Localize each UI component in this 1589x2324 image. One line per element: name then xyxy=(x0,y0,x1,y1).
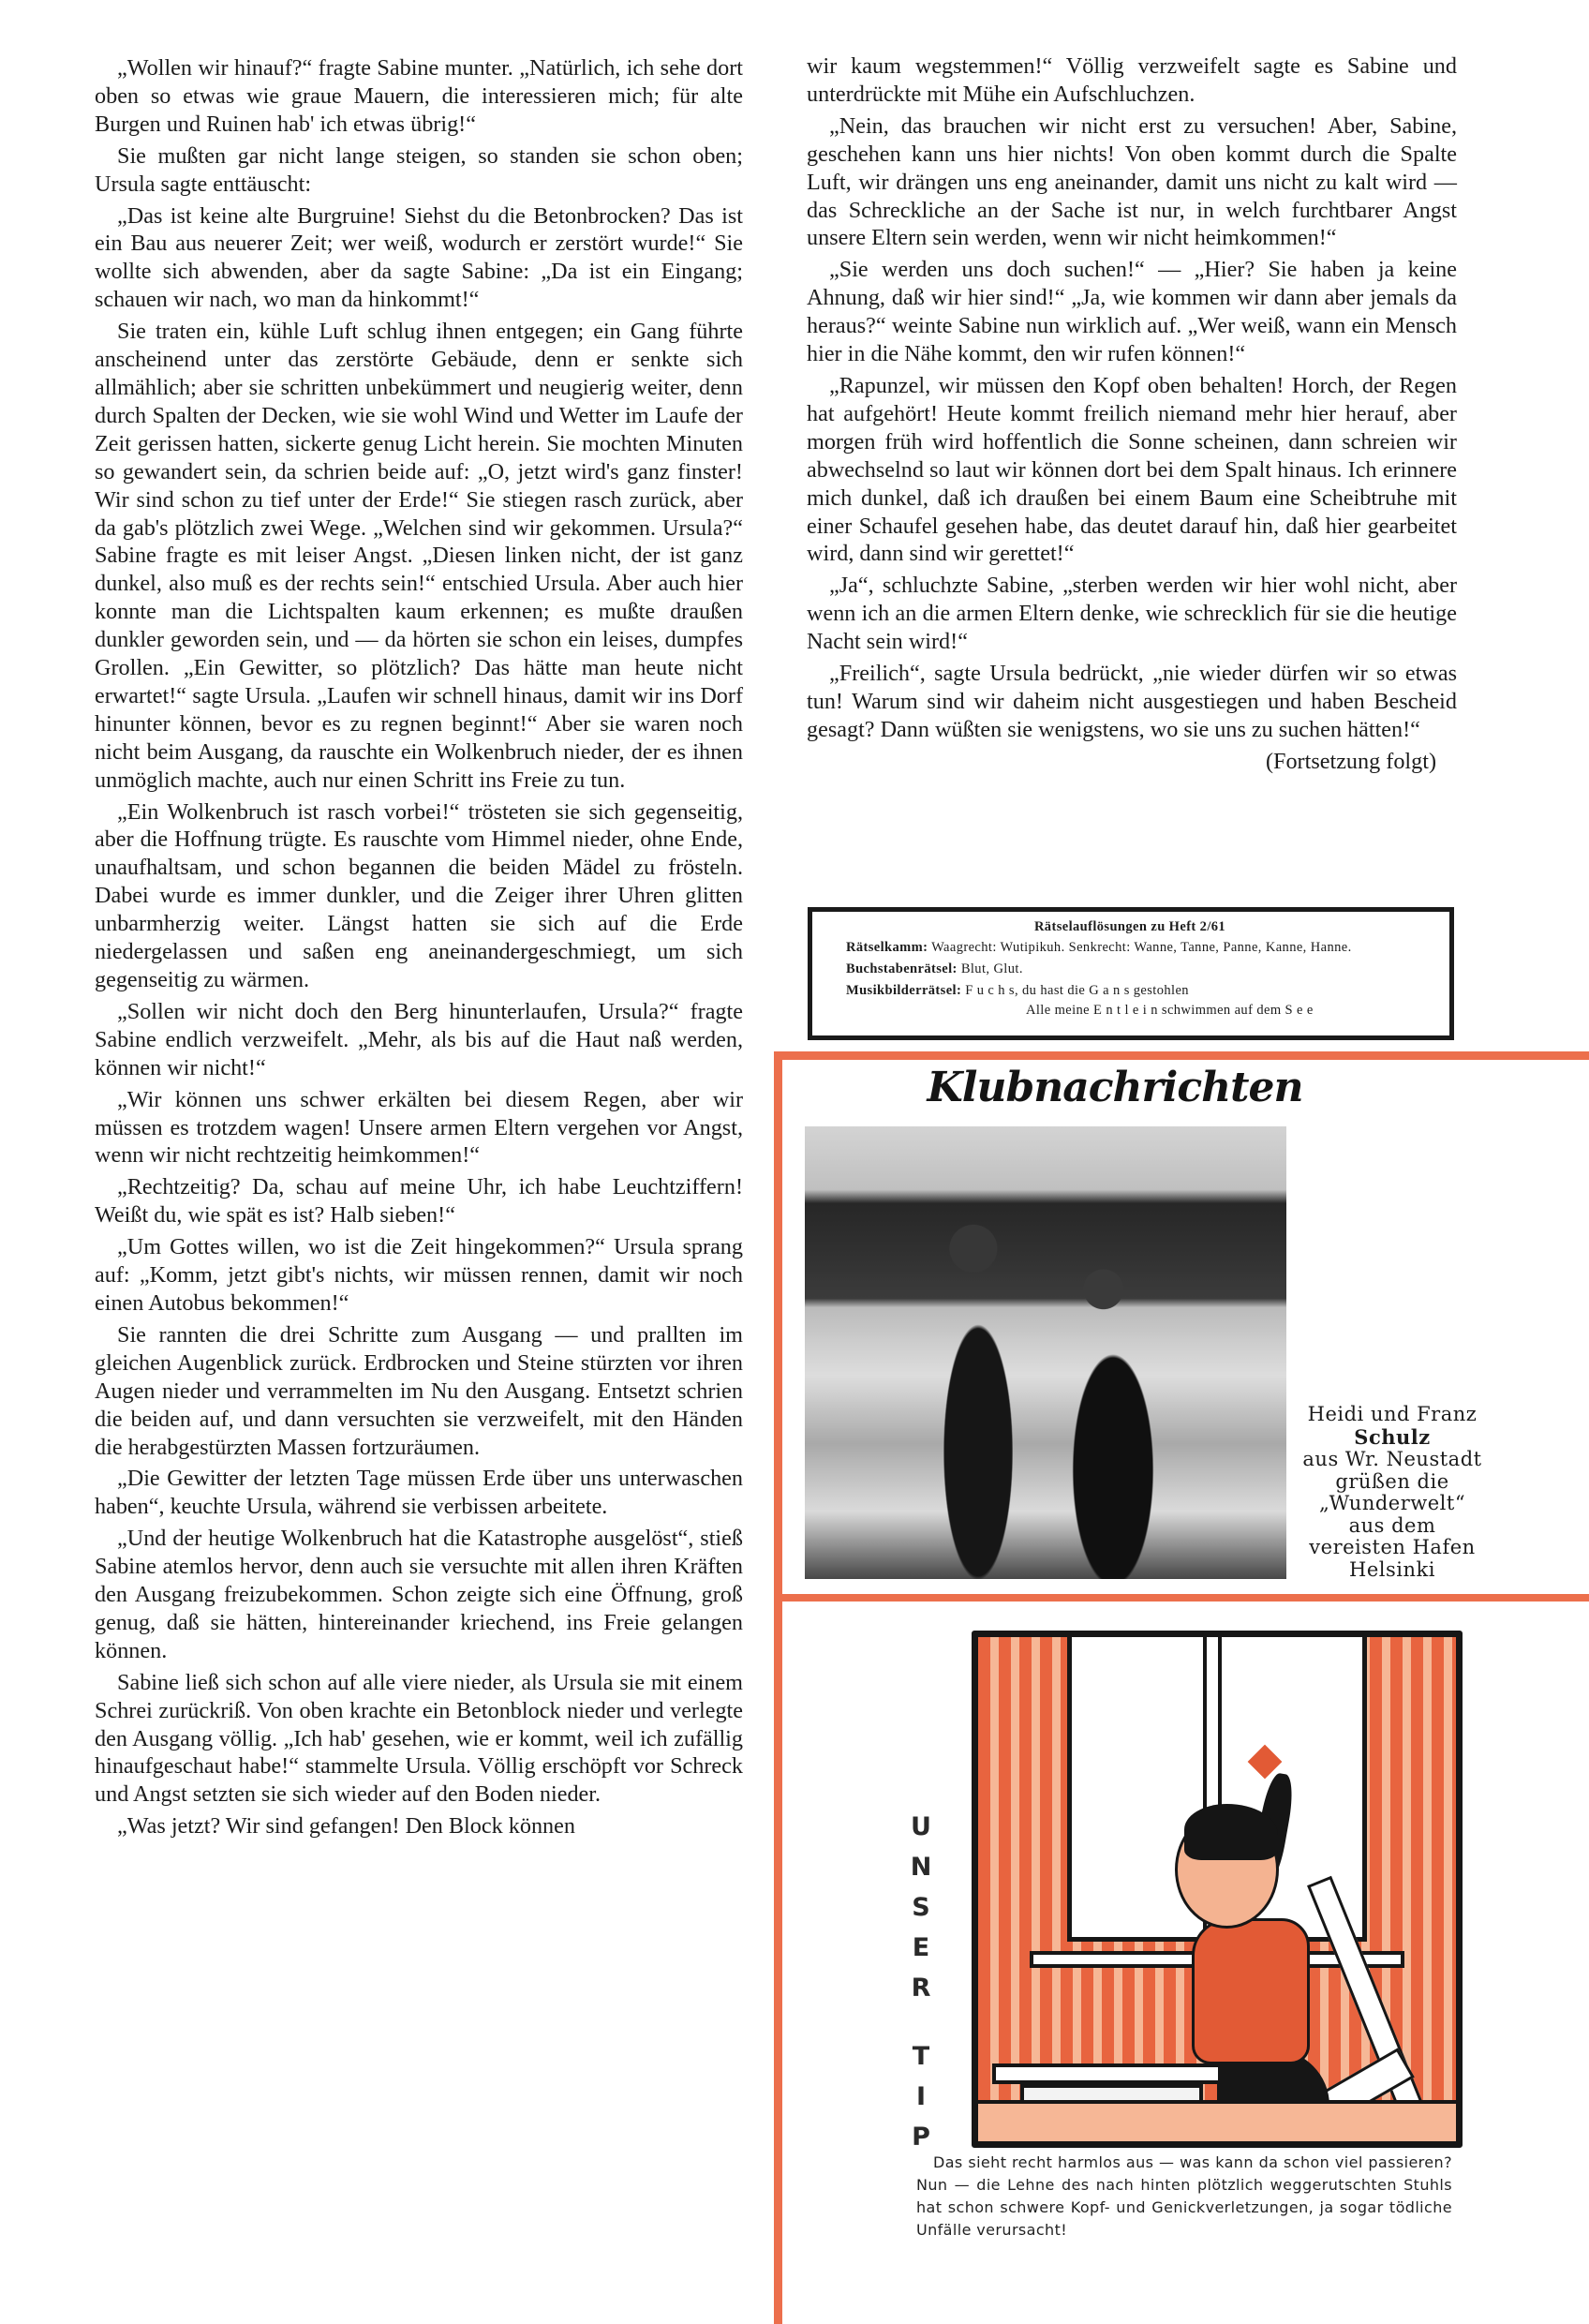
girl-body-drawing xyxy=(1192,1918,1310,2064)
puzzle-solutions-box xyxy=(808,907,1454,1040)
story-paragraph: Sie rannten die drei Schritte zum Ausgang — und prallten im gleichen Augenblick zurück. Erdbrocken und Steine stürzten vor ihren Augen nieder und verrammelten im Nu den Ausgang. Entsetzt schrien die beiden auf, und dann versuchten sie verzweifelt, mit den Händen die herabgestürzten Massen fortzuräumen. xyxy=(95,1321,743,1460)
puzzle-label: Rätselkamm: xyxy=(846,940,928,955)
puzzle-answer-continued: Alle meine E n t l e i n schwimmen auf dem S e e xyxy=(1026,1003,1314,1018)
story-paragraph: „Die Gewitter der letzten Tage müssen Erde über uns unterwaschen haben“, keuchte Ursula, während sie verbissen arbeitete. xyxy=(95,1466,743,1520)
caption-line: vereisten Hafen xyxy=(1309,1536,1476,1558)
puzzle-row xyxy=(833,960,1427,979)
puzzle-row xyxy=(833,981,1427,1001)
caption-line: Helsinki xyxy=(1349,1557,1435,1581)
tip-illustration-girl-at-desk xyxy=(972,1631,1463,2148)
caption-line: grüßen die xyxy=(1335,1469,1449,1493)
puzzle-answer: F u c h s, du hast die G a n s gestohlen xyxy=(965,983,1189,998)
puzzle-answer: Waagrecht: Wutipikuh. Senkrecht: Wanne, Tanne, Panne, Kanne, Hanne. xyxy=(931,940,1352,955)
caption-line: aus Wr. Neustadt xyxy=(1302,1448,1482,1470)
heading-letter: N xyxy=(910,1853,932,1882)
story-paragraph: „Das ist keine alte Burgruine! Siehst du die Betonbrocken? Das ist ein Bau aus neuerer Zeit; wer weiß, wodurch er zerstört wurde!“ Sie wollte sich abwenden, aber da sagte Sabine: „Da ist ein Eingang; schauen wir nach, wo man da hinkommt!“ xyxy=(95,202,743,313)
story-paragraph: Sie traten ein, kühle Luft schlug ihnen entgegen; ein Gang führte anscheinend unter das zerstörte Gebäude, denn er senkte sich allmählich; aber sie schritten unbekümmert und neugierig weiter, denn durch Spalten der Decken, wie sie wohl Wind und Wetter im Laufe der Zeit gerissen hatten, sickerte genug Licht herein. Sie mochten Minuten so gewandert sein, da schrien beide auf: „O, jetzt wird's ganz finster! Wir sind schon zu tief unter der Erde!“ Sie stiegen rasch zurück, aber da gab's plötzlich zwei Wege. „Welchen sind wir gekommen. Ursula?“ Sabine fragte es mit leiser Angst. „Diesen linken nicht, der ist ganz dunkel, also muß es der rechts sein!“ entschied Ursula. Aber auch hier konnte man die Lichtspalten kaum erkennen; es mußte draußen dunkler geworden sein, und — da hörten sie schon ein leises, dumpfes Grollen. „Ein Gewitter, so plötzlich? Das hätte man heute nicht erwartet!“ sagte Ursula. „Laufen wir schnell hinaus, damit wir ins Dorf hinunter können, bevor es zu regnen beginnt!“ Aber sie waren noch nicht beim Ausgang, da rauschte ein Wolkenbruch nieder, der es ihnen unmöglich machte, auch nur einen Schritt ins Freie zu tun. xyxy=(95,319,743,793)
heading-letter: U xyxy=(911,1812,931,1841)
caption-line: aus dem xyxy=(1348,1513,1436,1537)
continued-note: (Fortsetzung folgt) xyxy=(1265,748,1436,774)
story-paragraph: „Ein Wolkenbruch ist rasch vorbei!“ trösteten sie sich gegenseitig, aber die Hoffnung trügte. Es rauschte vom Himmel nieder, ohne Ende, unaufhaltsam, und schon begannen die beiden Mädel zu frösteln. Dabei wurde es immer dunkler, und die Zeiger ihrer Uhren glitten unbarmherzig weiter. Längst hatten sie sich auf die Erde niedergelassen und saßen eng aneinandergeschmiegt, um sich gegenseitig zu wärmen. xyxy=(95,798,743,992)
unser-tip-vertical-heading xyxy=(909,1807,933,2157)
story-paragraph: „Rapunzel, wir müssen den Kopf oben behalten! Horch, der Regen hat aufgehört! Heute kommt freilich niemand mehr hier herauf, aber morgen früh wird hoffentlich die Sonne scheinen, dann schreien wir abwechselnd so laut wir können dort bei dem Spalt hinaus. Ich erinnere mich dunkel, daß ich draußen bei einem Baum eine Scheibtruhe mit einer Schaufel gesehen habe, das deutet darauf hin, daß hier gearbeitet wird, dann sind wir gerettet!“ xyxy=(807,372,1457,567)
story-paragraph: Sabine ließ sich schon auf alle viere nieder, als Ursula sie mit einem Schrei zurückriß. Von oben krachte ein Betonblock nieder und verlegte den Ausgang völlig. „Ich hab' gesehen, wie er kommt, weil ich zufällig hinaufgeschaut habe!“ stammelte Ursula. Völlig erschöpft vor Schreck und Angst setzten sie sich wieder auf den Boden nieder. xyxy=(95,1669,743,1808)
orange-frame-separator xyxy=(774,1594,1589,1601)
club-news-photo xyxy=(805,1126,1286,1579)
tip-caption-text: Das sieht recht harmlos aus — was kann da schon viel passieren? Nun — die Lehne des nach hinten plötzlich weggerutschten Stuhls hat schon schwere Kopf- und Genickverletzungen, ja sogar tödliche Unfälle verursacht! xyxy=(916,2153,1452,2239)
story-paragraph: „Wollen wir hinauf?“ fragte Sabine munter. „Natürlich, ich sehe dort oben so etwas wie graue Mauern, die interessieren mich; für alte Burgen und Ruinen hab' ich etwas übrig!“ xyxy=(95,55,743,137)
caption-line: „Wunderwelt“ xyxy=(1318,1492,1466,1514)
heading-letter: T xyxy=(912,2042,930,2071)
heading-gap xyxy=(909,2008,933,2036)
puzzle-label: Buchstabenrätsel: xyxy=(846,961,958,976)
caption-name xyxy=(1289,1426,1495,1450)
story-paragraph: „Wir können uns schwer erkälten bei diesem Regen, aber wir müssen es trotzdem wagen! Unsere armen Eltern vergehen vor Angst, wenn wir nicht rechtzeitig heimkommen!“ xyxy=(95,1086,743,1169)
story-paragraph: „Und der heutige Wolkenbruch hat die Katastrophe ausgelöst“, stieß Sabine atemlos hervor, denn auch sie versuchte mit allen ihren Kräften den Ausgang freizubekommen. Schon zeigte sich eine Öffnung, groß genug, daß sie hätten, hintereinander kriechend, ins Freie gelangen können. xyxy=(95,1526,743,1663)
puzzle-solutions-title: Rätselauflösungen zu Heft 2/61 xyxy=(1033,919,1226,934)
heading-letter: P xyxy=(912,2123,930,2152)
tip-caption xyxy=(916,2152,1452,2242)
photo-caption xyxy=(1289,1404,1495,1581)
story-paragraph: „Rechtzeitig? Da, schau auf meine Uhr, ich habe Leuchtziffern! Weißt du, wie spät es ist? Halb sieben!“ xyxy=(95,1174,743,1229)
story-paragraph: „Sie werden uns doch suchen!“ — „Hier? Sie haben ja keine Ahnung, daß wir hier sind!“ „Ja, wie kommen wir dann aber jemals da heraus?“ weinte Sabine nun wirklich auf. „Wer weiß, wann ein Mensch hier in die Nähe kommt, den wir rufen können!“ xyxy=(807,257,1457,367)
caption-name-bold: Schulz xyxy=(1354,1424,1431,1449)
story-paragraph: „Freilich“, sagte Ursula bedrückt, „nie wieder dürfen wir so etwas tun! Warum sind wir daheim nicht ausgestiegen und haben Bescheid gesagt? Dann wüßten sie wenigstens, wo sie uns zu suchen hätten!“ xyxy=(807,661,1457,742)
story-paragraph: wir kaum wegstemmen!“ Völlig verzweifelt sagte es Sabine und unterdrückte mit Mühe ein Aufschluchzen. xyxy=(807,53,1457,107)
floor-drawing xyxy=(978,2100,1456,2141)
story-paragraph: „Nein, das brauchen wir nicht erst zu versuchen! Aber, Sabine, geschehen kann uns hier nichts! Von oben kommt durch die Spalte Luft, wir drängen uns eng aneinander, damit uns nicht zu kalt wird — das Schreckliche an der Sache ist nur, in welch furchtbarer Angst unsere Eltern sein werden, wenn wir nicht heimkommen!“ xyxy=(807,112,1457,251)
story-paragraph: „Um Gottes willen, wo ist die Zeit hingekommen?“ Ursula sprang auf: „Komm, jetzt gibt's nichts, wir müssen rennen, damit wir noch einen Autobus bekommen!“ xyxy=(95,1234,743,1316)
orange-frame-top xyxy=(774,1051,1589,1060)
heading-letter: I xyxy=(915,2082,927,2111)
desk-top-drawing xyxy=(992,2063,1222,2084)
story-paragraph: „Was jetzt? Wir sind gefangen! Den Block können xyxy=(117,1813,575,1840)
story-right-column xyxy=(807,52,1457,776)
orange-frame-left xyxy=(774,1051,782,2324)
story-paragraph: „Ja“, schluchzte Sabine, „sterben werden wir hier wohl nicht, aber wenn ich an die armen Eltern denke, wie schrecklich für sie die heutige Nacht sein wird!“ xyxy=(807,573,1457,655)
story-paragraph: „Sollen wir nicht doch den Berg hinunterlaufen, Ursula?“ fragte Sabine endlich verzweifelt. „Mehr, als bis auf die Haut naß werden, können wir nicht!“ xyxy=(95,998,743,1080)
puzzle-label: Musikbilderrätsel: xyxy=(846,983,962,998)
caption-line: Heidi und Franz xyxy=(1307,1403,1478,1425)
heading-letter: E xyxy=(912,1933,930,1962)
heading-letter: S xyxy=(912,1893,930,1922)
heading-letter: R xyxy=(911,1974,931,2003)
story-paragraph: Sie mußten gar nicht lange steigen, so standen sie schon oben; Ursula sagte enttäuscht: xyxy=(95,142,743,197)
club-news-title: Klubnachrichten xyxy=(927,1064,1303,1111)
puzzle-answer: Blut, Glut. xyxy=(960,961,1023,976)
puzzle-row xyxy=(833,938,1427,958)
story-left-column xyxy=(95,54,743,1844)
